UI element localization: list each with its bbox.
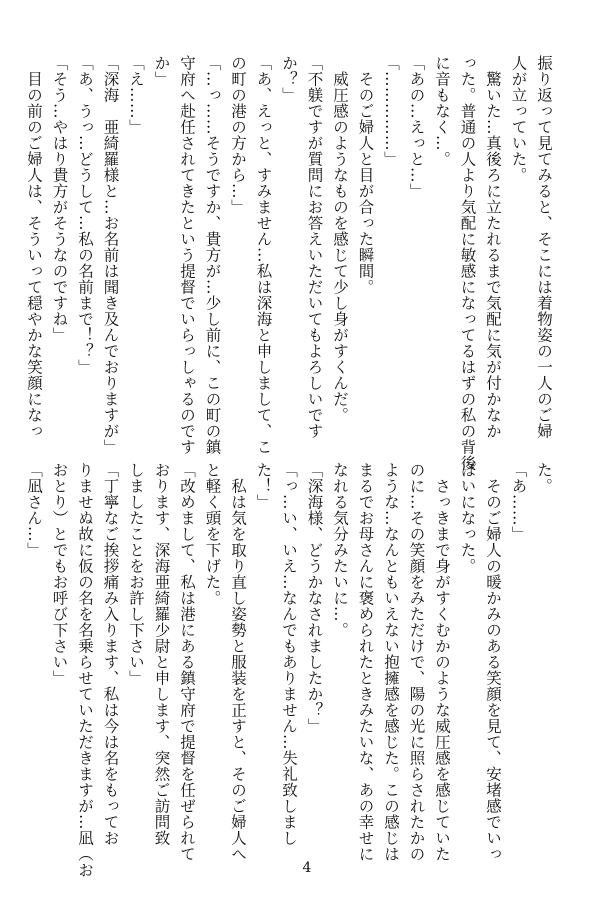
text-line: しましたことをお許し下さい」 [127,462,145,686]
text-line: 「不躾ですが質問にお答えいただいてもよろしいです [305,55,324,439]
text-line: 「凪さん…」 [25,462,43,558]
text-line: 「あ、うっ…どうして…私の名前まで！？」 [76,55,94,375]
text-line: ぱいになった。 [458,462,477,574]
text-line: 目の前のご婦人は、そういって穏やかな笑顔になっ [25,55,43,439]
text-line: 「深海 亜綺羅様と…お名前は聞き及んでおりますが」 [101,55,120,455]
text-line: まるでお母さんに褒められたときみたいな、あの幸せに [356,462,375,862]
text-line: 守府へ赴任されてきたという提督でいらっしゃるのです [178,55,196,455]
text-line: の町の港の方から…」 [229,55,247,215]
text-line: 「あ、えっと、すみません…私は深海と申しまして、こ [254,55,273,455]
text-line: 「あの…えっと…」 [407,55,426,199]
text-line: 威圧感のようなものを感じて少し身がすくんだ。 [331,55,349,423]
bottom-text-block [25,462,556,878]
text-line: おとり）とでもお呼び下さい」 [50,462,69,686]
top-text-block [25,55,556,471]
text-line: 「丁寧なご挨拶痛み入ります、私は今は名をもってお [101,462,120,846]
text-line: 「え……」 [127,55,145,135]
text-line: おります、深海亜綺羅少尉と申します、突然ご訪問致 [152,462,171,846]
text-line: なれる気分みたいに…。 [331,462,349,638]
text-line: さっきまで身がすくむかのような威圧感を感じていた [433,462,451,862]
text-line: 「深海様、どうかなされましたか？」 [305,462,324,734]
text-line: か」 [152,55,171,87]
text-line: か？」 [280,55,298,103]
text-line: 「っ…い、いえ…なんでもありません…失礼致しまし [280,462,298,846]
text-line: ような…なんともいえない抱擁感を感じた。この感じは [382,462,400,862]
text-line: 驚いた…真後ろに立たれるまで気配に気が付かなか [484,55,502,439]
page-number: 4 [302,860,312,876]
text-line: に音もなく…。 [433,55,451,167]
text-line: 振り返って見てみると、そこには着物姿の一人のご婦 [535,55,553,439]
text-line: そのご婦人の暖かみのある笑顔を見て、安堵感でいっ [484,462,502,862]
text-line: 「……………」 [382,55,400,167]
text-line: 私は気を取り直し姿勢と服装を正すと、そのご婦人へ [229,462,247,862]
text-line: 「あ……」 [509,462,528,542]
text-line: 「…っ……そうですか、貴方が…少し前に、この町の鎮 [203,55,222,455]
text-line: と軽く頭を下げた。 [203,462,222,606]
text-line: 「改めまして、私は港にある鎮守府で提督を任ぜられて [178,462,196,862]
text-line: 「そう…やはり貴方がそうなのですね」 [50,55,69,343]
text-line: そのご婦人と目が合った瞬間。 [356,55,375,295]
text-line: った。普通の人より気配に敏感になってるはずの私の背後 [458,55,477,471]
text-line: りませぬ故に仮の名を名乗らせていただきますが…凪（お [76,462,94,878]
text-line: た。 [535,462,553,494]
text-line: のに…その笑顔をみただけで、陽の光に照らされたかの [407,462,426,862]
text-line: た！」 [254,462,273,510]
text-line: 人が立っていた。 [509,55,528,183]
